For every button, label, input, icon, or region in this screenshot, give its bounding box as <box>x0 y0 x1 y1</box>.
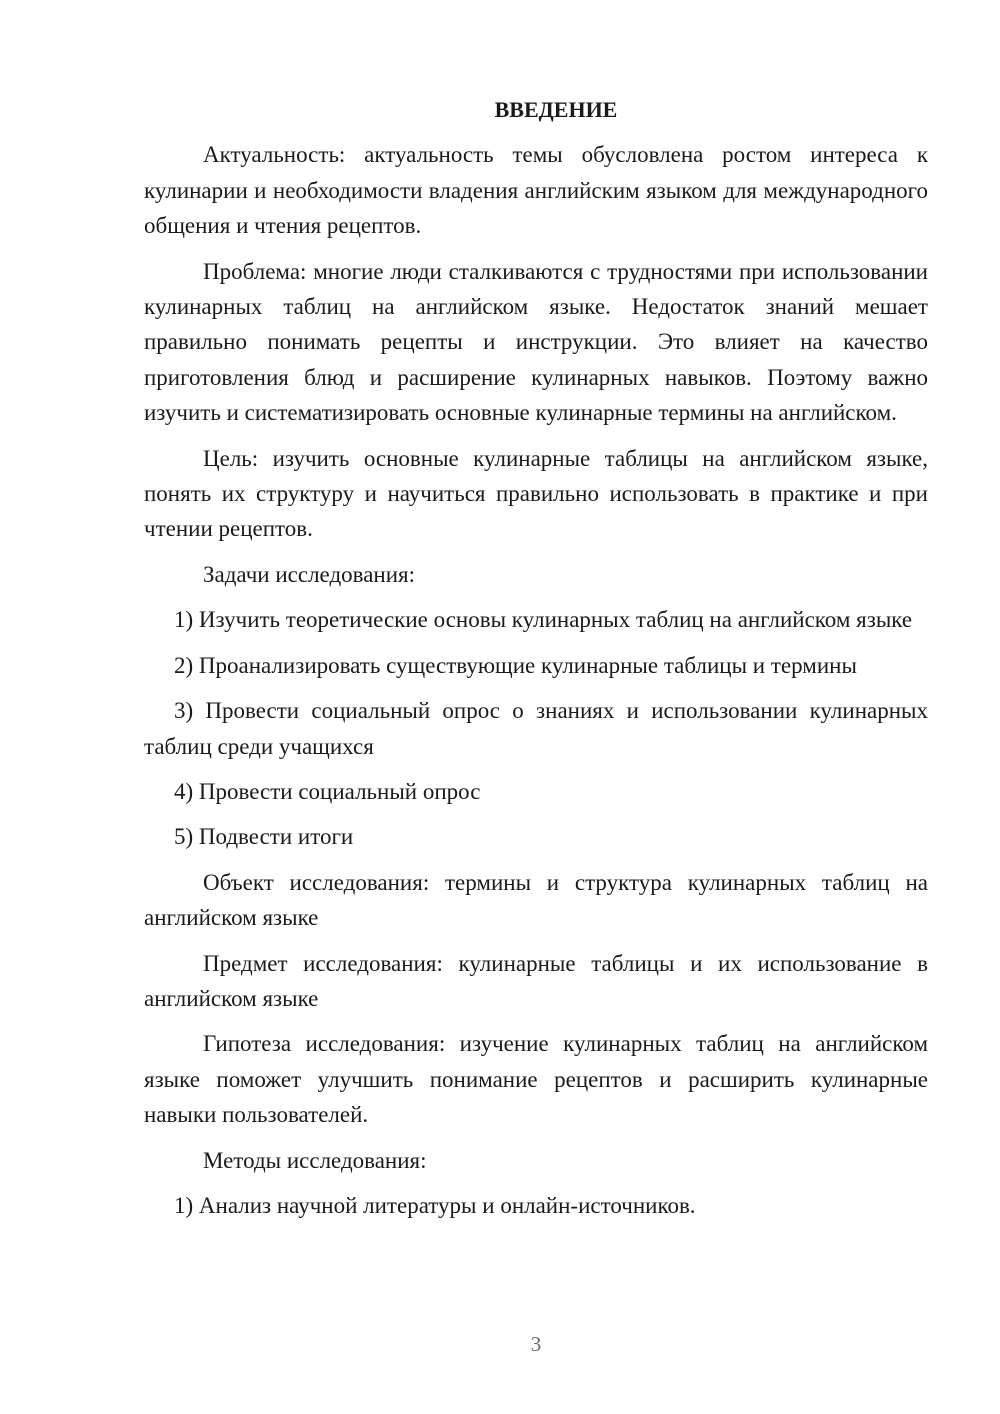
document-page <box>144 92 928 1233</box>
page-number: 3 <box>530 1332 542 1356</box>
subject-paragraph: Предмет исследования: кулинарные таблицы и их использование в английском языке <box>144 950 928 1011</box>
task-item: 1) Изучить теоретические основы кулинарных таблиц на английском языке <box>174 607 913 633</box>
method-item: 1) Анализ научной литературы и онлайн-источников. <box>174 1192 696 1218</box>
hypothesis-paragraph: Гипотеза исследования: изучение кулинарных таблиц на английском языке поможет улучшить понимание рецептов и расширить кулинарные навыки пользователей. <box>144 1031 928 1128</box>
methods-heading: Методы исследования: <box>203 1147 427 1173</box>
object-paragraph: Объект исследования: термины и структура кулинарных таблиц на английском языке <box>144 869 928 931</box>
task-item: 4) Провести социальный опрос <box>174 778 481 804</box>
section-title: ВВЕДЕНИЕ <box>494 97 618 122</box>
task-item: 5) Подвести итоги <box>174 824 354 850</box>
task-item: 3) Провести социальный опрос о знаниях и использовании кулинарных таблиц среди учащихся <box>144 698 928 759</box>
relevance-paragraph: Актуальность: актуальность темы обусловлена ростом интереса к кулинарии и необходимости владения английским языком для международного общения и чтения рецептов. <box>144 142 928 239</box>
problem-paragraph: Проблема: многие люди сталкиваются с трудностями при использовании кулинарных таблиц на английском языке. Недостаток знаний мешает правильно понимать рецепты и инструкции. Это влияет на качество приготовления блюд и расширение кулинарных навыков. Поэтому важно изучить и систематизировать основные кулинарные термины на английском. <box>144 258 928 426</box>
goal-paragraph: Цель: изучить основные кулинарные таблицы на английском языке, понять их структуру и научиться правильно использовать в практике и при чтении рецептов. <box>144 445 928 542</box>
task-item: 2) Проанализировать существующие кулинарные таблицы и термины <box>174 652 857 678</box>
tasks-heading: Задачи исследования: <box>203 561 416 587</box>
